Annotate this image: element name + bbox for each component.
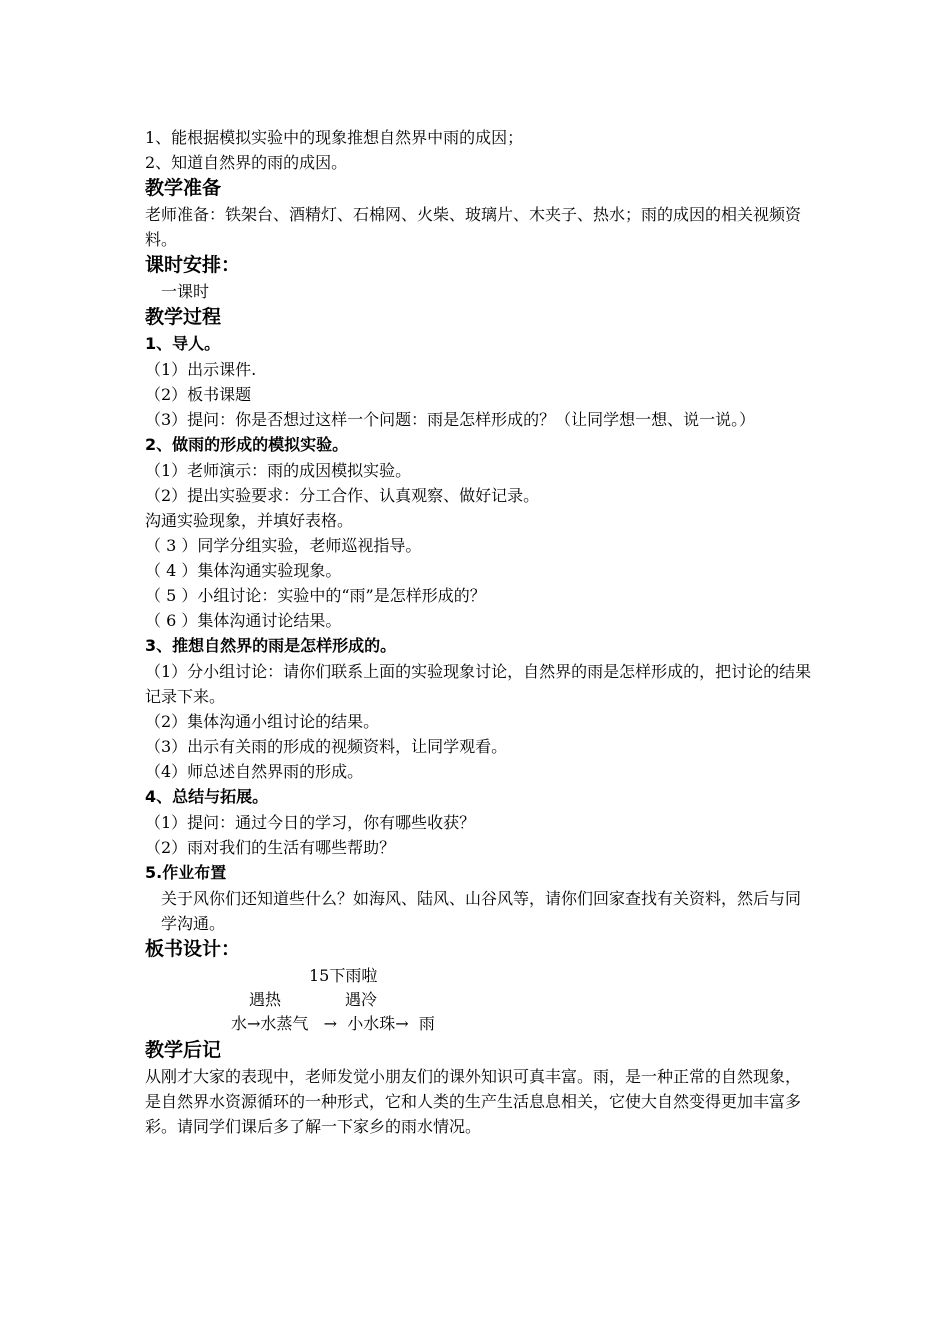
document-page [145,125,815,1139]
section-2-item: （2）提出实验要求：分工合作、认真观察、做好记录。 [145,486,540,505]
section-4-title: 4、总结与拓展。 [145,787,269,806]
section-2-title: 2、做雨的形成的模拟实验。 [145,435,349,454]
board-title: 15下雨啦 [309,966,378,985]
objective-2: 2、知道自然界的雨的成因。 [145,153,348,172]
section-3-title: 3、推想自然界的雨是怎样形成的。 [145,636,397,655]
prep-heading: 教学准备 [145,177,222,199]
section-2-item: （ 4 ）集体沟通实验现象。 [145,561,342,580]
objective-1: 1、能根据模拟实验中的现象推想自然界中雨的成因； [145,128,524,147]
section-3-item: （2）集体沟通小组讨论的结果。 [145,712,380,731]
board-label-cold: 遇冷 [345,990,378,1009]
schedule-heading: 课时安排： [145,254,241,276]
board-label-heat: 遇热 [249,990,282,1009]
section-1-item: （3）提问：你是否想过这样一个问题：雨是怎样形成的？（让同学想一想、说一说。） [145,410,756,429]
board-flow: 水→水蒸气 → 小水珠→ 雨 [231,1014,435,1033]
board-heading: 板书设计： [145,938,241,960]
section-2-item: （ 6 ）集体沟通讨论结果。 [145,611,342,630]
section-2-item: 沟通实验现象，并填好表格。 [145,511,354,530]
section-1-item: （1）出示课件. [145,360,257,379]
homework-text: 关于风你们还知道些什么？如海风、陆风、山谷风等，请你们回家查找有关资料，然后与同学沟通。 [161,889,802,933]
section-3-item: （3）出示有关雨的形成的视频资料，让同学观看。 [145,737,508,756]
board-design [145,963,815,1037]
reflection-text: 从刚才大家的表现中，老师发觉小朋友们的课外知识可真丰富。雨，是一种正常的自然现象，是自然界水资源循环的一种形式，它和人类的生产生活息息相关，它使大自然变得更加丰富多彩。请同学们课后多了解一下家乡的雨水情况。 [145,1067,802,1136]
section-1-title: 1、导人。 [145,334,221,353]
section-1-item: （2）板书课题 [145,385,252,404]
section-3-item: （4）师总述自然界雨的形成。 [145,762,364,781]
prep-text: 老师准备：铁架台、酒精灯、石棉网、火柴、玻璃片、木夹子、热水；雨的成因的相关视频资料。 [145,205,802,249]
section-2-item: （1）老师演示：雨的成因模拟实验。 [145,461,412,480]
section-3-item: （1）分小组讨论：请你们联系上面的实验现象讨论，自然界的雨是怎样形成的，把讨论的结果记录下来。 [145,662,812,706]
reflection-heading: 教学后记 [145,1039,222,1061]
section-2-item: （ 3 ）同学分组实验，老师巡视指导。 [145,536,422,555]
section-2-item: （ 5 ）小组讨论：实验中的“雨”是怎样形成的？ [145,586,486,605]
schedule-text: 一课时 [161,282,210,301]
section-4-item: （2）雨对我们的生活有哪些帮助？ [145,838,396,857]
section-4-item: （1）提问：通过今日的学习，你有哪些收获？ [145,813,476,832]
section-5-title: 5.作业布置 [145,863,227,882]
process-heading: 教学过程 [145,306,222,328]
